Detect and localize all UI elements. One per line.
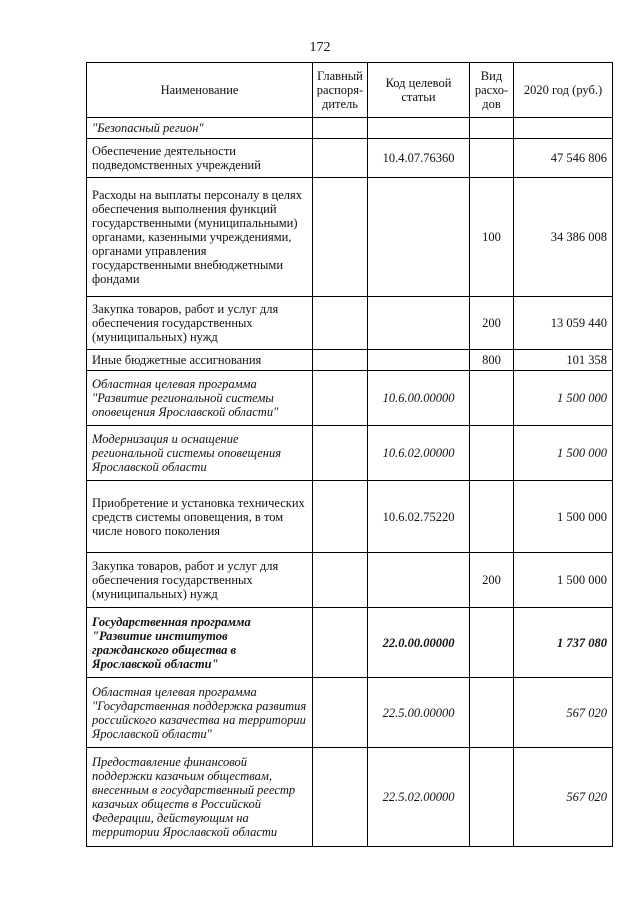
cell-chief-administrator — [313, 297, 368, 350]
cell-name: Закупка товаров, работ и услуг для обеспечения государственных (муниципальных) нужд — [87, 297, 313, 350]
cell-expense-type: 800 — [470, 350, 514, 371]
cell-chief-administrator — [313, 553, 368, 608]
cell-amount: 1 500 000 — [514, 426, 613, 481]
cell-target-code — [368, 118, 470, 139]
cell-chief-administrator — [313, 118, 368, 139]
table-row — [87, 678, 613, 748]
table-row — [87, 426, 613, 481]
table-row — [87, 297, 613, 350]
cell-name: "Безопасный регион" — [87, 118, 313, 139]
table-row — [87, 481, 613, 553]
cell-amount: 47 546 806 — [514, 139, 613, 178]
cell-chief-administrator — [313, 178, 368, 297]
cell-amount: 1 500 000 — [514, 371, 613, 426]
table-row — [87, 178, 613, 297]
cell-name: Модернизация и оснащение региональной системы оповещения Ярославской области — [87, 426, 313, 481]
table-row — [87, 608, 613, 678]
table-row — [87, 350, 613, 371]
table-row — [87, 118, 613, 139]
table-row — [87, 748, 613, 847]
cell-amount: 101 358 — [514, 350, 613, 371]
cell-expense-type: 200 — [470, 553, 514, 608]
cell-name: Закупка товаров, работ и услуг для обеспечения государственных (муниципальных) нужд — [87, 553, 313, 608]
cell-amount: 1 500 000 — [514, 553, 613, 608]
cell-name: Областная целевая программа "Государственная поддержка развития российского казачества на территории Ярославской области" — [87, 678, 313, 748]
header-amount-2020: 2020 год (руб.) — [514, 63, 613, 118]
cell-target-code — [368, 350, 470, 371]
cell-chief-administrator — [313, 139, 368, 178]
cell-chief-administrator — [313, 481, 368, 553]
header-expense-type: Вид расхо-дов — [470, 63, 514, 118]
table-row — [87, 139, 613, 178]
table-row — [87, 371, 613, 426]
header-chief-administrator: Главный распоря-дитель — [313, 63, 368, 118]
cell-expense-type — [470, 426, 514, 481]
cell-name: Предоставление финансовой поддержки казачьим обществам, внесенным в государственный реестр казачьих обществ в Российской Федерации, действующим на территории Ярославской области — [87, 748, 313, 847]
cell-name: Приобретение и установка технических средств системы оповещения, в том числе нового поколения — [87, 481, 313, 553]
cell-name: Иные бюджетные ассигнования — [87, 350, 313, 371]
cell-expense-type — [470, 748, 514, 847]
cell-expense-type — [470, 371, 514, 426]
cell-amount: 1 737 080 — [514, 608, 613, 678]
page-number: 172 — [309, 40, 331, 55]
cell-target-code: 22.0.00.00000 — [368, 608, 470, 678]
cell-amount — [514, 118, 613, 139]
cell-expense-type — [470, 139, 514, 178]
cell-expense-type — [470, 481, 514, 553]
cell-chief-administrator — [313, 350, 368, 371]
header-name: Наименование — [87, 63, 313, 118]
cell-target-code: 22.5.02.00000 — [368, 748, 470, 847]
cell-chief-administrator — [313, 608, 368, 678]
cell-name: Расходы на выплаты персоналу в целях обеспечения выполнения функций государственными (муниципальными) органами, казенными учреждениями, органами управления государственными внебюджетными фондами — [87, 178, 313, 297]
cell-amount: 567 020 — [514, 678, 613, 748]
cell-expense-type — [470, 118, 514, 139]
cell-name: Областная целевая программа "Развитие региональной системы оповещения Ярославской области" — [87, 371, 313, 426]
cell-chief-administrator — [313, 748, 368, 847]
cell-target-code — [368, 553, 470, 608]
cell-amount: 567 020 — [514, 748, 613, 847]
header-target-code: Код целевой статьи — [368, 63, 470, 118]
table-row — [87, 553, 613, 608]
cell-chief-administrator — [313, 371, 368, 426]
cell-name: Государственная программа "Развитие институтов гражданского общества в Ярославской области" — [87, 608, 313, 678]
table-header-row — [87, 63, 613, 118]
cell-target-code — [368, 178, 470, 297]
cell-amount: 13 059 440 — [514, 297, 613, 350]
cell-target-code — [368, 297, 470, 350]
cell-target-code: 10.6.00.00000 — [368, 371, 470, 426]
cell-target-code: 22.5.00.00000 — [368, 678, 470, 748]
cell-chief-administrator — [313, 678, 368, 748]
cell-target-code: 10.4.07.76360 — [368, 139, 470, 178]
budget-table — [86, 62, 613, 847]
cell-expense-type — [470, 678, 514, 748]
cell-expense-type — [470, 608, 514, 678]
cell-expense-type: 100 — [470, 178, 514, 297]
cell-chief-administrator — [313, 426, 368, 481]
cell-name: Обеспечение деятельности подведомственных учреждений — [87, 139, 313, 178]
cell-amount: 1 500 000 — [514, 481, 613, 553]
cell-target-code: 10.6.02.00000 — [368, 426, 470, 481]
cell-target-code: 10.6.02.75220 — [368, 481, 470, 553]
cell-amount: 34 386 008 — [514, 178, 613, 297]
cell-expense-type: 200 — [470, 297, 514, 350]
